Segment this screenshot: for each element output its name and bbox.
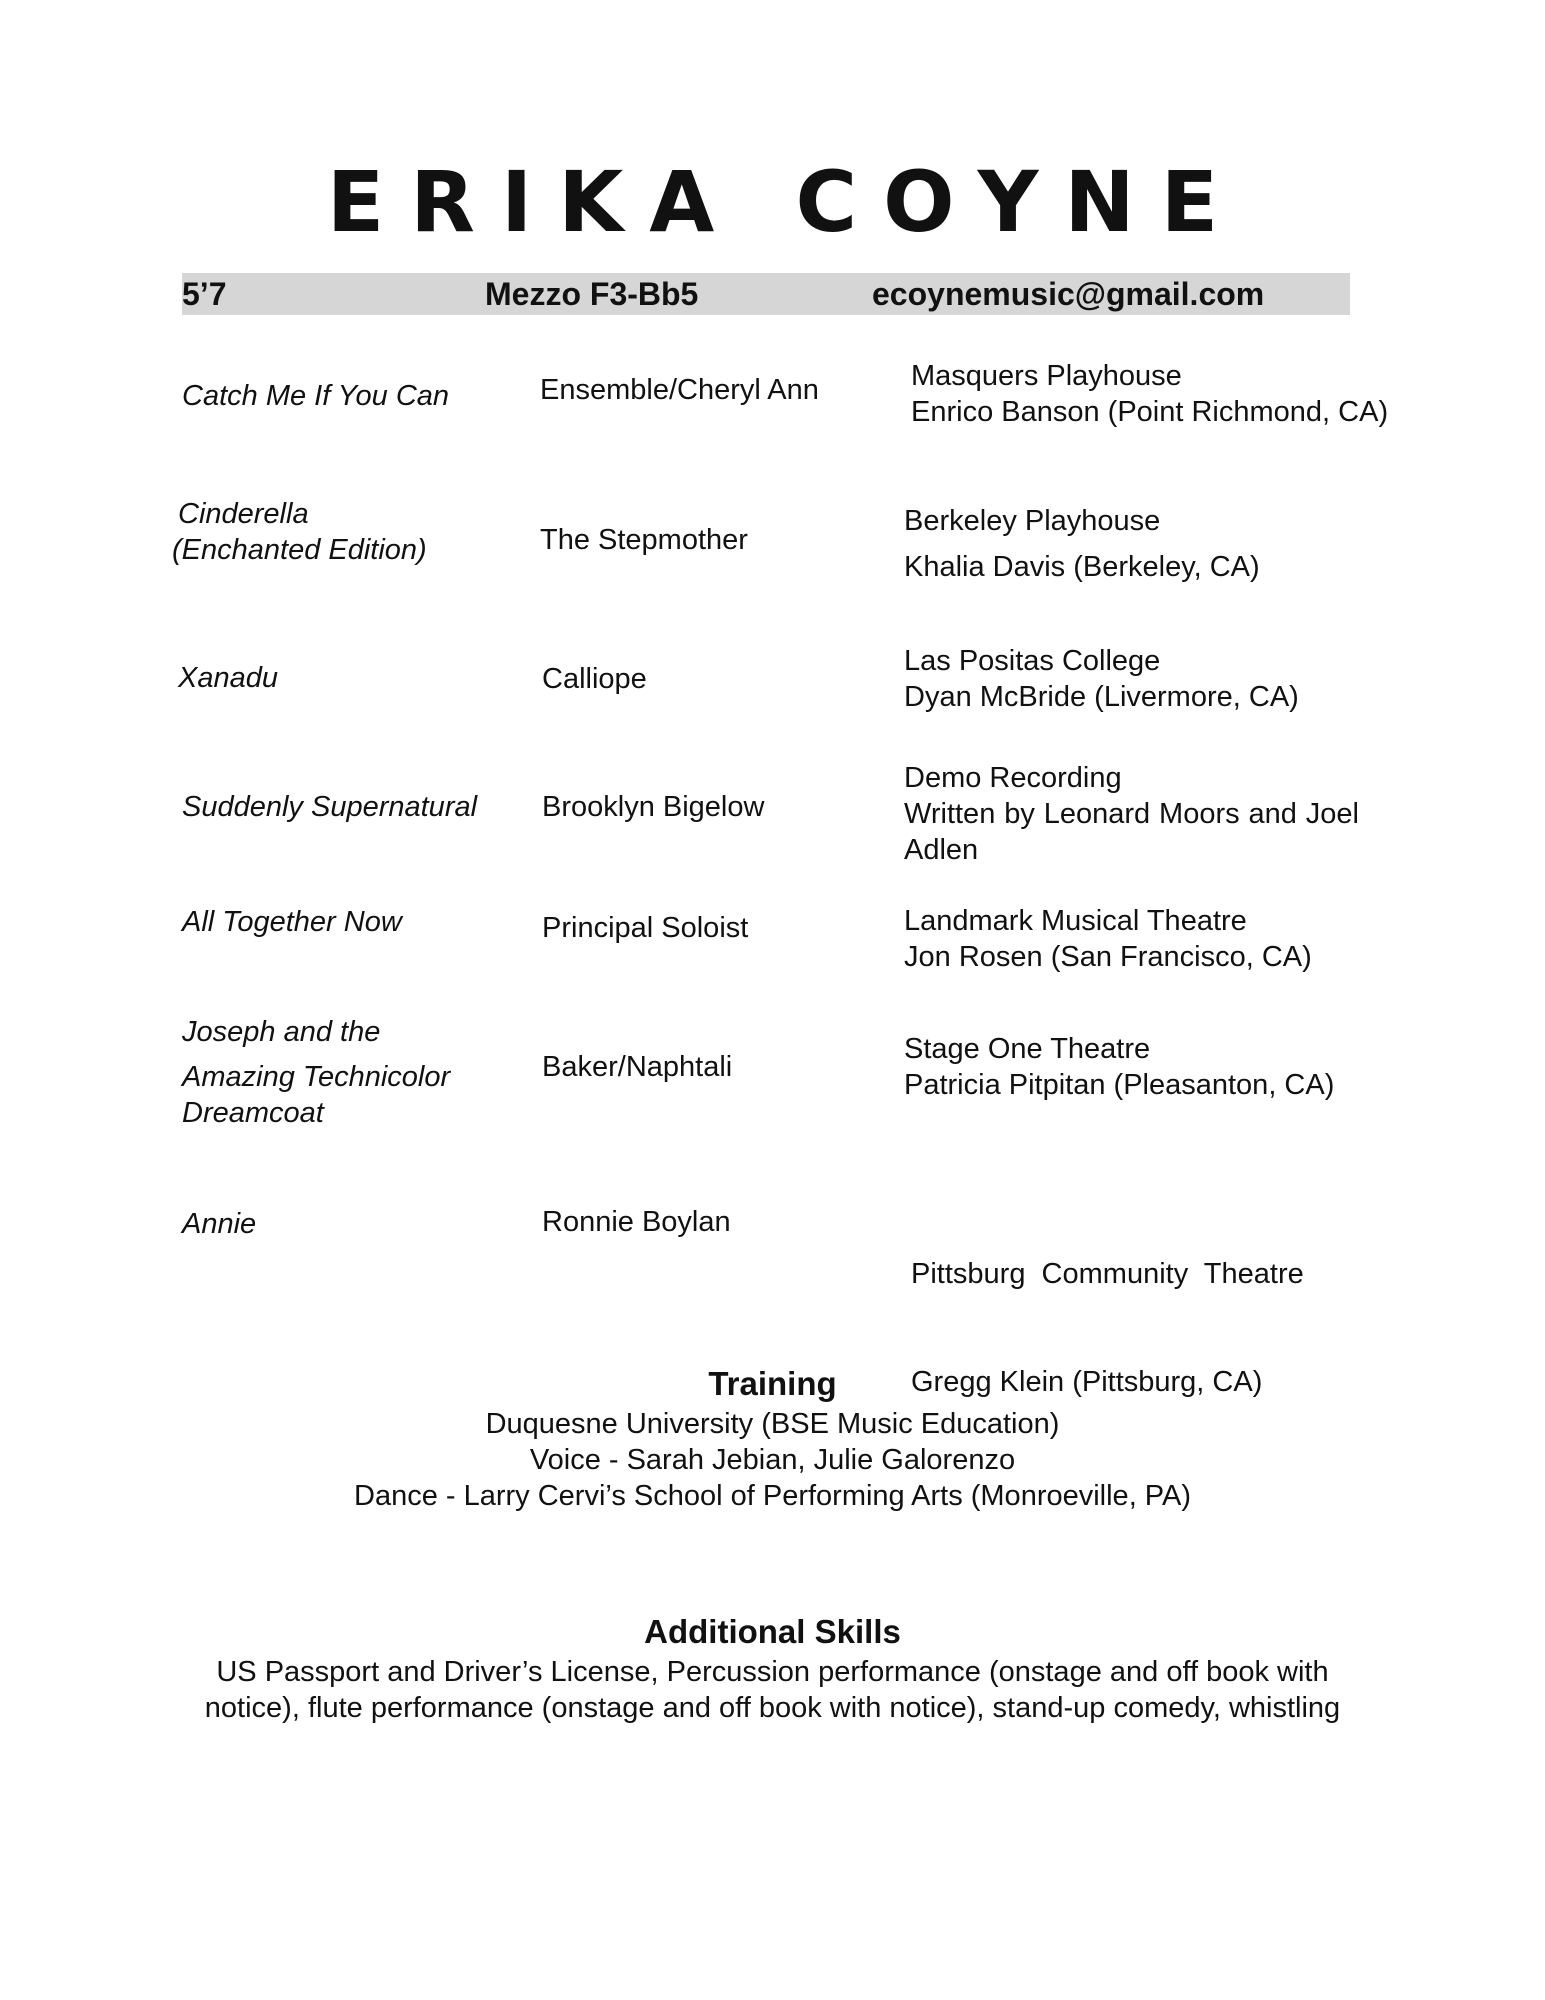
training-line: Voice - Sarah Jebian, Julie Galorenzo — [529, 1444, 1016, 1476]
venue-name: Landmark Musical Theatre — [904, 905, 1247, 937]
director: Enrico Banson (Point Richmond, CA) — [911, 396, 1389, 428]
venue-director — [904, 903, 1312, 975]
role: The Stepmother — [540, 524, 748, 556]
role: Brooklyn Bigelow — [542, 791, 765, 823]
show-title: Joseph and the — [182, 1016, 381, 1048]
stats-bar — [182, 273, 1350, 315]
role: Principal Soloist — [542, 912, 749, 944]
training-heading: Training — [708, 1365, 837, 1402]
show-title-line-2: Amazing Technicolor — [182, 1061, 451, 1093]
skills-line: US Passport and Driver’s License, Percussion performance (onstage and off book with — [216, 1656, 1329, 1688]
email-stat: ecoynemusic@gmail.com — [872, 276, 1265, 312]
role: Baker/Naphtali — [542, 1051, 733, 1083]
show-title: Suddenly Supernatural — [182, 791, 478, 823]
height-stat: 5’7 — [182, 276, 227, 312]
director: Jon Rosen (San Francisco, CA) — [904, 941, 1312, 973]
training-line: Duquesne University (BSE Music Education) — [485, 1408, 1060, 1440]
director: Gregg Klein (Pittsburg, CA) — [911, 1366, 1263, 1398]
role: Calliope — [542, 663, 647, 695]
role: Ensemble/Cheryl Ann — [540, 374, 819, 406]
venue-name: Berkeley Playhouse — [904, 505, 1161, 537]
venue-name: Masquers Playhouse — [911, 360, 1182, 392]
role: Ronnie Boylan — [542, 1206, 731, 1238]
show-title: All Together Now — [182, 906, 402, 938]
show-title-line-3: Dreamcoat — [182, 1097, 324, 1129]
show-title: Cinderella — [178, 498, 309, 530]
training-line: Dance - Larry Cervi’s School of Performing Arts (Monroeville, PA) — [354, 1480, 1191, 1512]
venue-name: Pittsburg Community Theatre — [911, 1258, 1304, 1290]
show-title: Catch Me If You Can — [182, 380, 450, 412]
venue-director — [904, 760, 1359, 868]
venue-name: Las Positas College — [904, 645, 1161, 677]
venue-name: Stage One Theatre — [904, 1033, 1151, 1065]
venue-director — [904, 1031, 1334, 1103]
skills-heading: Additional Skills — [644, 1613, 901, 1650]
director: Dyan McBride (Livermore, CA) — [904, 681, 1299, 713]
skills-line: notice), flute performance (onstage and off book with notice), stand-up comedy, whistling — [204, 1692, 1341, 1724]
show-title: Annie — [182, 1208, 257, 1240]
venue-director — [904, 643, 1299, 715]
venue-director — [911, 358, 1388, 430]
show-subtitle: (Enchanted Edition) — [172, 534, 427, 566]
venue-name: Demo Recording — [904, 762, 1122, 794]
director: Written by Leonard Moors and Joel Adlen — [904, 798, 1359, 866]
performer-name: ERIKA COYNE — [326, 153, 1245, 251]
director: Khalia Davis (Berkeley, CA) — [904, 551, 1260, 583]
show-title: Xanadu — [178, 662, 278, 694]
voice-range-stat: Mezzo F3-Bb5 — [485, 276, 699, 312]
director: Patricia Pitpitan (Pleasanton, CA) — [904, 1069, 1335, 1101]
